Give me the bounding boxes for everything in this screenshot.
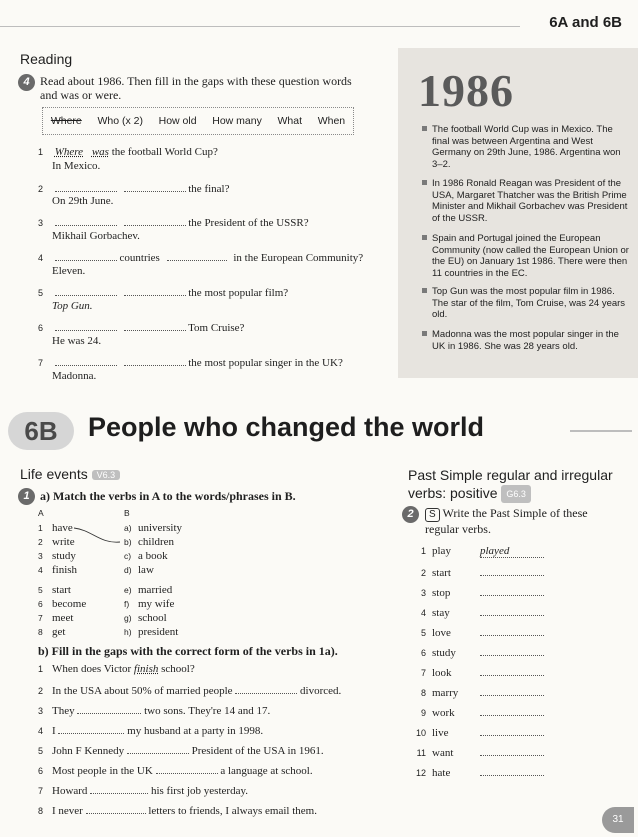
gap-input[interactable] [124,285,186,296]
vocabulary-reference-badge: V6.3 [92,470,121,480]
reading-question-5: 5 the most popular film? [38,287,289,299]
column-a-heading: A [38,508,44,518]
bullet-icon [422,126,427,131]
gap-input[interactable] [480,705,544,716]
s-symbol-box: S [425,508,440,522]
reading-question-1: 1 Where was the football World Cup? [38,146,218,158]
gap-input[interactable] [480,625,544,636]
reading-answer-4: Eleven. [52,265,86,277]
gap-input[interactable] [77,703,141,714]
gap-input[interactable] [167,250,227,261]
gap-input[interactable] [124,215,186,226]
sentence-row: 2 In the USA about 50% of married people divorced. [38,685,342,697]
fact-item: In 1986 Ronald Reagan was President of the USA, Margaret Thatcher was the British Prime Minister and Mikhail Gorbachev was President of the USSR. [432,178,632,224]
verb-row: 11 want [406,745,544,759]
match-row: 6 become f) my wife [38,598,175,610]
gap-input[interactable] [55,320,117,331]
match-row: 1 have a) university [38,522,182,534]
page-header-title: 6A and 6B [549,14,622,31]
gap-input[interactable] [55,181,117,192]
fact-panel-year: 1986 [418,65,514,116]
gap-input[interactable] [124,355,186,366]
unit-title: People who changed the world [88,412,485,442]
past-simple-title: Past Simple regular and irregular verbs: positive G6.3 [408,466,613,503]
reading-answer-7: Madonna. [52,370,97,382]
answer-fill-finish: finish [133,663,159,675]
sentence-row: 7 Howard his first job yesterday. [38,785,248,797]
gap-input[interactable] [156,763,218,774]
fact-item: Top Gun was the most popular film in 1986. The star of the film, Tom Cruise, was 24 years old. [432,286,632,321]
match-row: 5 start e) married [38,584,173,596]
match-row: 7 meet g) school [38,612,167,624]
verb-row: 5 love [406,625,544,639]
word-where: Where [50,115,82,127]
grammar-reference-badge: G6.3 [501,485,531,503]
gap-input[interactable] [124,181,186,192]
answer-played: played [480,545,544,558]
reading-answer-3: Mikhail Gorbachev. [52,230,140,242]
verb-row: 9 work [406,705,544,719]
gap-input[interactable] [480,765,544,776]
gap-input[interactable] [55,355,117,366]
match-row: 4 finish d) law [38,564,154,576]
gap-input[interactable] [480,585,544,596]
reading-question-2: 2 the final? [38,183,230,195]
gap-input[interactable] [235,683,297,694]
word-when: When [317,115,346,127]
answer-fill-1a: Where [54,146,84,158]
sentence-row: 4 I my husband at a party in 1998. [38,725,264,737]
sentence-row: 8 I never letters to friends, I always email them. [38,805,317,817]
gap-input[interactable] [480,685,544,696]
life-events-title: Life events V6.3 [20,466,120,482]
question-word-box [42,107,354,135]
verb-row: 7 look [406,665,544,679]
gap-input[interactable] [480,645,544,656]
exercise-number-badge: 4 [18,74,35,91]
gap-input[interactable] [480,665,544,676]
sentence-row: 5 John F Kennedy President of the USA in 1961. [38,745,324,757]
word-who: Who (x 2) [97,115,143,127]
bullet-icon [422,331,427,336]
sentence-row: 6 Most people in the UK a language at school. [38,765,313,777]
reading-question-3: 3 the President of the USSR? [38,217,309,229]
header-rule [0,26,520,27]
life-events-part-b: b) Fill in the gaps with the correct form of the verbs in 1a). [38,644,338,658]
exercise-number-badge: 2 [402,506,419,523]
gap-input[interactable] [58,723,124,734]
reading-answer-5: Top Gun. [52,300,93,312]
verb-row: 12 hate [406,765,544,779]
reading-instruction: Read about 1986. Then fill in the gaps with these question words and was or were. [40,74,352,102]
page-number: 31 [602,807,634,833]
reading-question-4: 4 countries in the European Community? [38,252,364,264]
gap-input[interactable] [90,783,148,794]
sentence-row: 3 They two sons. They're 14 and 17. [38,705,271,717]
gap-input[interactable] [480,725,544,736]
verb-row: 2 start [406,565,544,579]
unit-badge: 6B [8,412,74,450]
word-what: What [277,115,303,127]
reading-question-6: 6 Tom Cruise? [38,322,245,334]
verb-row: 6 study [406,645,544,659]
gap-input[interactable] [124,320,186,331]
unit-title-rule [570,430,632,432]
verb-row: 8 marry [406,685,544,699]
fact-item: Spain and Portugal joined the European Community (now called the European Union or the EU) on January 1st 1986. There were then 11 countries in the EC. [432,233,632,279]
reading-section-title: Reading [20,51,73,67]
verb-row: 10 live [406,725,544,739]
sentence-row: 1 When does Victor finish school? [38,663,195,675]
fact-item: Madonna was the most popular singer in the UK in 1986. She was 28 years old. [432,329,632,352]
verb-row: 4 stay [406,605,544,619]
word-how-old: How old [158,115,197,127]
gap-input[interactable] [480,745,544,756]
match-row: 2 write b) children [38,536,175,548]
bullet-icon [422,288,427,293]
verb-row: 3 stop [406,585,544,599]
bullet-icon [422,235,427,240]
verb-row: 1 play played [406,545,544,558]
reading-answer-2: On 29th June. [52,195,114,207]
exercise-number-badge: 1 [18,488,35,505]
reading-question-7: 7 the most popular singer in the UK? [38,357,343,369]
word-how-many: How many [212,115,262,127]
column-b-heading: B [124,508,130,518]
gap-input[interactable] [480,565,544,576]
reading-answer-1: In Mexico. [52,160,101,172]
fact-item: The football World Cup was in Mexico. The final was between Argentina and West Germany on 29th June, 1986. Argentina won 3–2. [432,124,632,170]
gap-input[interactable] [127,743,189,754]
gap-input[interactable] [86,803,146,814]
reading-answer-6: He was 24. [52,335,102,347]
gap-input[interactable] [55,215,117,226]
gap-input[interactable] [55,285,117,296]
bullet-icon [422,180,427,185]
match-row: 8 get h) president [38,626,179,638]
past-simple-instruction: S Write the Past Simple of these regular verbs. [425,506,588,536]
gap-input[interactable] [55,250,117,261]
match-row: 3 study c) a book [38,550,168,562]
gap-input[interactable] [480,605,544,616]
life-events-part-a: a) Match the verbs in A to the words/phrases in B. [40,489,296,503]
answer-fill-1b: was [91,146,109,158]
